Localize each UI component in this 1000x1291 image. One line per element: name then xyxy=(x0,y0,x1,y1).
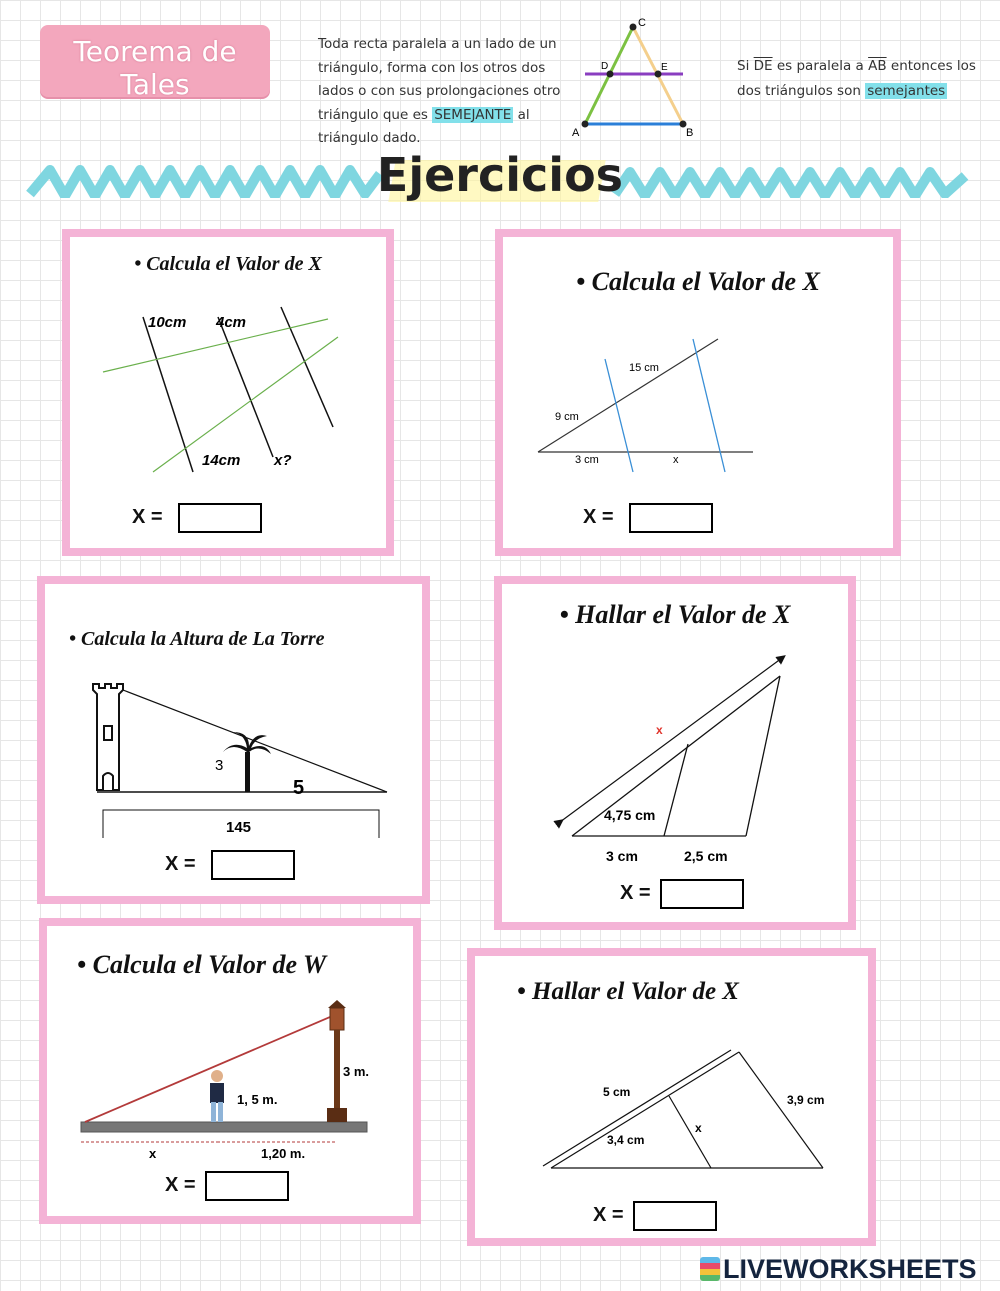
tower-icon xyxy=(93,684,123,790)
exercise-card-6 xyxy=(467,948,876,1246)
card-5-label-15m: 1, 5 m. xyxy=(237,1092,278,1107)
card-5-answer xyxy=(165,1174,196,1197)
label-b: B xyxy=(686,127,694,139)
card-3-title: • Calcula la Altura de La Torre xyxy=(69,628,325,650)
card-1-answer-input[interactable] xyxy=(178,503,262,533)
statement-text-2: es paralela a xyxy=(772,58,869,74)
card-6-figure xyxy=(537,1042,837,1182)
definition-text-2: al triángulo dado. xyxy=(318,106,530,146)
card-4-title-text: Hallar el Valor de X xyxy=(575,600,791,629)
palm-tree-icon xyxy=(223,732,271,792)
title-badge-text: Teorema de Tales xyxy=(73,35,237,101)
card-4-label-3cm: 3 cm xyxy=(606,848,638,864)
definition-text-1: Toda recta paralela a un lado de un triángulo, forma con los otros dos lados o con sus prolongaciones otro triángulo que es xyxy=(318,36,561,123)
card-2-label-x: x xyxy=(673,454,679,466)
thales-triangle-diagram xyxy=(570,12,700,142)
card-4-figure xyxy=(552,648,802,878)
section-title: Ejercicios xyxy=(376,148,624,202)
card-1-answer-label: X = xyxy=(132,506,163,528)
liveworksheets-logo-icon xyxy=(700,1257,720,1281)
street-lamp-icon xyxy=(327,1000,347,1122)
card-4-label-475: 4,75 cm xyxy=(604,807,656,823)
card-3-answer-input[interactable] xyxy=(211,850,295,880)
card-3-figure xyxy=(83,680,403,840)
card-2-answer-label: X = xyxy=(583,506,614,528)
card-3-answer xyxy=(165,853,196,876)
card-4-answer xyxy=(620,882,651,905)
title-badge xyxy=(40,25,270,101)
card-3-answer-label: X = xyxy=(165,853,196,875)
person-icon xyxy=(210,1070,224,1122)
card-5-answer-label: X = xyxy=(165,1174,196,1196)
card-1-label-4cm: 4cm xyxy=(216,314,247,331)
exercise-card-2 xyxy=(495,229,901,556)
card-4-label-x: x xyxy=(656,723,663,737)
card-6-label-5cm: 5 cm xyxy=(603,1085,631,1099)
card-1-label-14cm: 14cm xyxy=(202,452,241,469)
card-5-figure xyxy=(75,998,375,1168)
card-2-title: • Calcula el Valor de X xyxy=(576,267,820,296)
card-6-answer-input[interactable] xyxy=(633,1201,717,1231)
card-5-answer-input[interactable] xyxy=(205,1171,289,1201)
card-1-figure xyxy=(98,297,358,477)
card-6-answer xyxy=(593,1204,624,1227)
label-c: C xyxy=(638,17,646,29)
card-5-label-3m: 3 m. xyxy=(343,1064,370,1079)
statement-text-1: Si xyxy=(737,58,754,74)
card-4-title: • Hallar el Valor de X xyxy=(559,600,791,629)
exercise-card-4 xyxy=(494,576,856,930)
card-2-label-9cm: 9 cm xyxy=(555,411,579,423)
card-2-figure xyxy=(533,327,773,477)
liveworksheets-logo[interactable] xyxy=(700,1254,977,1288)
card-5-title: • Calcula el Valor de W xyxy=(77,950,327,979)
card-1-title-text: Calcula el Valor de X xyxy=(146,253,322,275)
label-a: A xyxy=(572,127,580,139)
card-6-label-x: x xyxy=(695,1121,702,1135)
exercise-card-5 xyxy=(39,918,421,1224)
card-6-label-34cm: 3,4 cm xyxy=(607,1133,645,1147)
card-4-answer-label: X = xyxy=(620,882,651,904)
theorem-definition xyxy=(318,33,568,151)
card-4-label-25cm: 2,5 cm xyxy=(684,848,728,864)
card-5-label-x: x xyxy=(149,1146,157,1161)
segment-de: $\overline{DE}$ xyxy=(753,58,773,74)
card-1-label-10cm: 10cm xyxy=(148,314,187,331)
card-3-label-145: 145 xyxy=(226,819,252,836)
card-3-label-5: 5 xyxy=(293,777,305,799)
liveworksheets-logo-text: LIVEWORKSHEETS xyxy=(723,1254,977,1284)
statement-text-3: entonces los dos triángulos son xyxy=(737,58,976,99)
card-5-title-text: Calcula el Valor de W xyxy=(92,950,327,979)
card-6-title-text: Hallar el Valor de X xyxy=(532,978,739,1005)
label-e: E xyxy=(661,62,668,73)
card-4-answer-input[interactable] xyxy=(660,879,744,909)
card-2-title-text: Calcula el Valor de X xyxy=(591,267,820,296)
segment-ab: $\overline{AB}$ xyxy=(868,58,887,74)
exercise-card-1 xyxy=(62,229,394,556)
exercise-card-3 xyxy=(37,576,430,904)
card-3-label-3: 3 xyxy=(215,757,224,774)
card-2-answer xyxy=(583,506,614,529)
card-1-answer xyxy=(132,506,163,529)
card-2-answer-input[interactable] xyxy=(629,503,713,533)
label-d: D xyxy=(601,61,609,72)
card-5-label-120m: 1,20 m. xyxy=(261,1146,306,1161)
statement-highlight: semejantes xyxy=(867,83,946,99)
card-1-label-x: x? xyxy=(274,452,292,469)
card-2-label-15cm: 15 cm xyxy=(629,362,659,374)
card-1-title: • Calcula el Valor de X xyxy=(134,253,322,275)
card-6-title: • Hallar el Valor de X xyxy=(517,978,739,1005)
card-2-label-3cm: 3 cm xyxy=(575,454,599,466)
card-6-answer-label: X = xyxy=(593,1204,624,1226)
card-6-label-39cm: 3,9 cm xyxy=(787,1093,825,1107)
definition-highlight: SEMEJANTE xyxy=(434,106,512,123)
similarity-statement xyxy=(737,54,982,104)
card-3-title-text: Calcula la Altura de La Torre xyxy=(81,628,325,650)
